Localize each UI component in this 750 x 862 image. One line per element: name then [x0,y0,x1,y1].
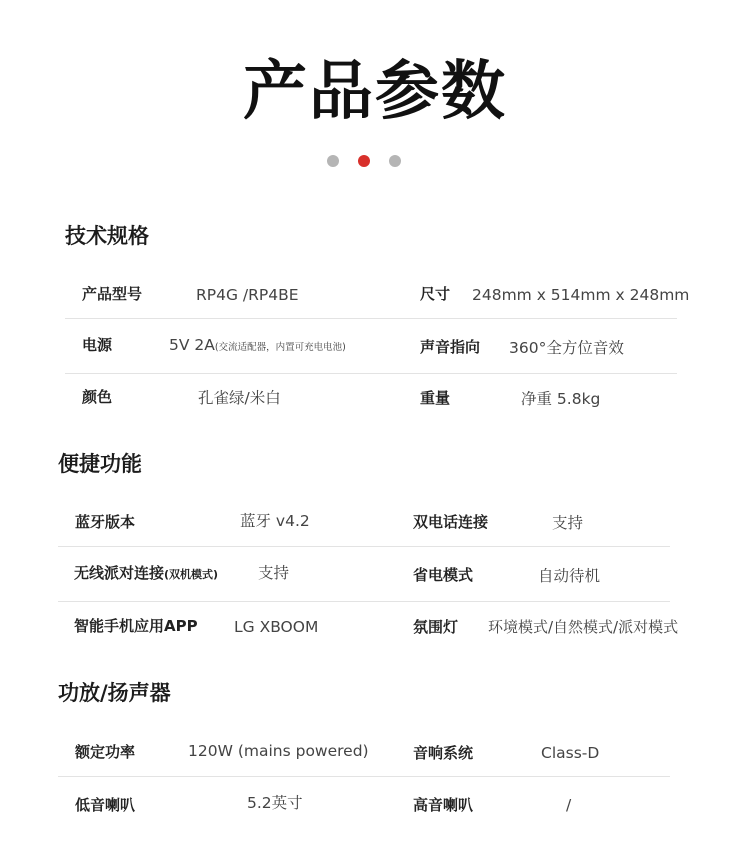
page-title: 产品参数 [243,55,507,129]
spec-value-mood-light: 环境模式/自然模式/派对模式 [488,618,679,636]
spec-label-color: 颜色 [82,388,113,406]
spec-label-dual-phone: 双电话连接 [413,513,489,531]
spec-label-weight: 重量 [420,389,451,407]
spec-label-dimensions: 尺寸 [420,285,451,303]
spec-label-sound-direction: 声音指向 [420,338,481,356]
spec-value-party-link: 支持 [258,564,290,582]
spec-label-bluetooth-version: 蓝牙版本 [75,513,136,531]
row-divider [65,373,677,374]
spec-value-audio-system: Class-D [541,744,600,762]
spec-label-app: 智能手机应用APP [74,617,198,635]
row-divider [58,776,670,777]
spec-value-dimensions: 248mm x 514mm x 248mm [472,286,690,304]
spec-value-rated-power: 120W (mains powered) [188,742,369,760]
carousel-dot-2-active[interactable] [358,155,370,167]
spec-value-bluetooth-version: 蓝牙 v4.2 [240,512,310,530]
spec-value-color: 孔雀绿/米白 [198,389,281,407]
spec-label-model: 产品型号 [82,285,143,303]
spec-value-dual-phone: 支持 [552,514,584,532]
spec-label-power: 电源 [82,336,113,354]
section-title-amp-speaker: 功放/扬声器 [58,681,171,705]
spec-value-power [169,335,346,358]
spec-value-sound-direction: 360°全方位音效 [509,339,624,357]
spec-value-weight: 净重 5.8kg [521,390,601,408]
spec-label-power-saving: 省电模式 [413,566,474,584]
section-title-convenience: 便捷功能 [58,452,142,476]
spec-value-power-saving: 自动待机 [538,567,601,585]
row-divider [58,546,670,547]
spec-label-rated-power: 额定功率 [75,743,136,761]
spec-label-woofer: 低音喇叭 [75,796,136,814]
spec-label-party-link-main: 无线派对连接 [74,564,165,582]
carousel-dot-3[interactable] [389,155,401,167]
row-divider [65,318,677,319]
spec-value-app: LG XBOOM [234,618,319,636]
carousel-dot-1[interactable] [327,155,339,167]
spec-label-tweeter: 高音喇叭 [413,796,474,814]
spec-value-model: RP4G /RP4BE [196,286,299,304]
spec-value-power-note: (交流适配器，内置可充电电池) [214,342,346,353]
spec-label-mood-light: 氛围灯 [413,618,459,636]
spec-value-power-main: 5V 2A [169,336,215,354]
spec-label-audio-system: 音响系统 [413,744,474,762]
spec-label-party-link-note: (双机模式) [164,568,219,581]
spec-value-tweeter: / [566,796,572,814]
section-title-tech-specs: 技术规格 [65,224,149,248]
row-divider [58,601,670,602]
spec-label-party-link [74,563,218,585]
spec-value-woofer: 5.2英寸 [247,794,303,812]
